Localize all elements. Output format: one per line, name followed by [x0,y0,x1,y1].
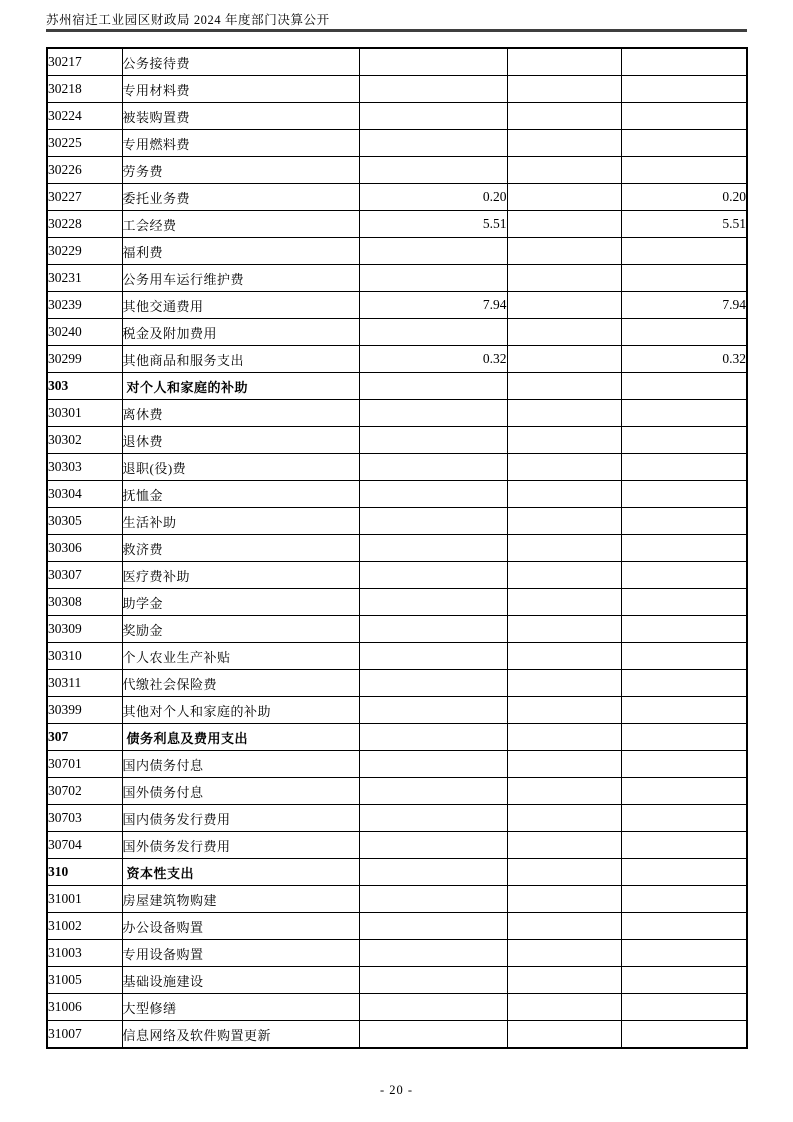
cell-value-3: 0.32 [621,346,747,373]
cell-value-2 [507,940,621,967]
cell-value-3: 0.20 [621,184,747,211]
table-row [47,319,747,346]
table-row [47,562,747,589]
cell-value-2 [507,643,621,670]
cell-label: 基础设施建设 [122,967,359,994]
cell-value-1: 0.32 [359,346,507,373]
cell-value-2 [507,670,621,697]
cell-code: 30227 [47,184,122,211]
cell-code: 30226 [47,157,122,184]
cell-value-2 [507,427,621,454]
cell-value-1 [359,1021,507,1049]
cell-value-1 [359,697,507,724]
cell-code: 31005 [47,967,122,994]
cell-label: 工会经费 [122,211,359,238]
cell-value-3 [621,319,747,346]
table-row [47,535,747,562]
table-row [47,454,747,481]
cell-label: 专用材料费 [122,76,359,103]
cell-value-1 [359,751,507,778]
cell-code: 30224 [47,103,122,130]
cell-value-3 [621,238,747,265]
cell-value-1 [359,724,507,751]
cell-value-3 [621,427,747,454]
cell-value-1 [359,562,507,589]
cell-value-1 [359,886,507,913]
cell-label: 其他商品和服务支出 [122,346,359,373]
table-row [47,913,747,940]
cell-code: 30299 [47,346,122,373]
cell-value-3 [621,994,747,1021]
cell-value-3 [621,265,747,292]
cell-value-2 [507,589,621,616]
page-footer [0,1083,793,1098]
cell-code: 30303 [47,454,122,481]
cell-code: 30228 [47,211,122,238]
cell-value-1 [359,670,507,697]
table-row [47,832,747,859]
cell-value-1 [359,454,507,481]
cell-label: 公务用车运行维护费 [122,265,359,292]
cell-value-2 [507,130,621,157]
table-row [47,400,747,427]
expenditure-classification-table [46,47,748,1049]
cell-label: 助学金 [122,589,359,616]
cell-label: 抚恤金 [122,481,359,508]
cell-value-1 [359,535,507,562]
cell-value-3 [621,535,747,562]
cell-value-3 [621,157,747,184]
cell-code: 30305 [47,508,122,535]
cell-label: 代缴社会保险费 [122,670,359,697]
cell-code: 303 [47,373,122,400]
cell-value-3 [621,778,747,805]
cell-value-2 [507,319,621,346]
table-row [47,292,747,319]
cell-value-3 [621,589,747,616]
cell-label: 个人农业生产补贴 [122,643,359,670]
cell-code: 31002 [47,913,122,940]
cell-code: 30302 [47,427,122,454]
cell-code: 30399 [47,697,122,724]
cell-label: 委托业务费 [122,184,359,211]
cell-code: 30701 [47,751,122,778]
cell-value-2 [507,805,621,832]
cell-value-2 [507,76,621,103]
cell-value-3 [621,481,747,508]
table-row [47,778,747,805]
cell-value-3 [621,913,747,940]
table-row [47,184,747,211]
cell-value-1 [359,265,507,292]
cell-value-1 [359,994,507,1021]
table-row [47,211,747,238]
cell-value-3 [621,48,747,76]
cell-value-1 [359,373,507,400]
cell-label: 医疗费补助 [122,562,359,589]
cell-value-3 [621,643,747,670]
cell-label: 国外债务发行费用 [122,832,359,859]
cell-value-1: 0.20 [359,184,507,211]
cell-value-1 [359,832,507,859]
page-number: - 20 - [379,1083,414,1097]
table-row [47,427,747,454]
cell-label: 生活补助 [122,508,359,535]
cell-label: 房屋建筑物购建 [122,886,359,913]
cell-value-2 [507,292,621,319]
cell-label: 专用设备购置 [122,940,359,967]
cell-value-3 [621,103,747,130]
cell-value-2 [507,697,621,724]
cell-value-2 [507,886,621,913]
cell-value-3 [621,1021,747,1049]
cell-value-2 [507,184,621,211]
table-row [47,238,747,265]
cell-value-2 [507,616,621,643]
table-row [47,805,747,832]
cell-code: 30309 [47,616,122,643]
cell-value-2 [507,103,621,130]
header-title: 苏州宿迁工业园区财政局 2024 年度部门决算公开 [46,13,330,27]
table-row [47,616,747,643]
cell-value-2 [507,373,621,400]
cell-value-2 [507,157,621,184]
cell-label: 其他交通费用 [122,292,359,319]
cell-label: 国外债务付息 [122,778,359,805]
cell-label: 资本性支出 [122,859,359,886]
cell-value-3 [621,130,747,157]
cell-label: 劳务费 [122,157,359,184]
cell-value-1 [359,48,507,76]
cell-value-1: 5.51 [359,211,507,238]
cell-value-2 [507,508,621,535]
cell-label: 专用燃料费 [122,130,359,157]
cell-code: 30231 [47,265,122,292]
cell-value-2 [507,724,621,751]
cell-value-2 [507,562,621,589]
cell-label: 其他对个人和家庭的补助 [122,697,359,724]
cell-value-1 [359,589,507,616]
cell-code: 30306 [47,535,122,562]
table-row [47,346,747,373]
cell-value-1 [359,643,507,670]
table-row [47,103,747,130]
cell-label: 奖励金 [122,616,359,643]
table-row [47,967,747,994]
cell-value-2 [507,481,621,508]
cell-value-1 [359,319,507,346]
cell-value-2 [507,859,621,886]
cell-label: 离休费 [122,400,359,427]
cell-value-2 [507,535,621,562]
cell-code: 30304 [47,481,122,508]
cell-value-3 [621,616,747,643]
cell-label: 国内债务发行费用 [122,805,359,832]
cell-label: 信息网络及软件购置更新 [122,1021,359,1049]
table-row [47,130,747,157]
cell-value-2 [507,238,621,265]
header-rule [46,29,747,32]
document-header [46,10,747,28]
cell-value-3 [621,562,747,589]
cell-value-3 [621,967,747,994]
table-row [47,670,747,697]
cell-value-1 [359,913,507,940]
cell-value-2 [507,346,621,373]
cell-code: 30229 [47,238,122,265]
table-row [47,886,747,913]
cell-value-2 [507,913,621,940]
cell-value-1 [359,481,507,508]
cell-code: 30308 [47,589,122,616]
cell-value-3 [621,832,747,859]
cell-label: 公务接待费 [122,48,359,76]
table-row [47,697,747,724]
table-row [47,373,747,400]
cell-label: 国内债务付息 [122,751,359,778]
cell-value-3 [621,751,747,778]
cell-value-2 [507,751,621,778]
table-row [47,1021,747,1049]
cell-label: 大型修缮 [122,994,359,1021]
table-row [47,724,747,751]
cell-value-3 [621,859,747,886]
cell-value-1 [359,427,507,454]
table-row [47,751,747,778]
cell-code: 30225 [47,130,122,157]
cell-code: 310 [47,859,122,886]
table-row [47,48,747,76]
table-row [47,643,747,670]
cell-value-1 [359,859,507,886]
cell-code: 307 [47,724,122,751]
cell-value-1 [359,157,507,184]
cell-value-3 [621,886,747,913]
cell-code: 30217 [47,48,122,76]
cell-value-2 [507,211,621,238]
cell-value-2 [507,48,621,76]
cell-value-3 [621,670,747,697]
table-row [47,157,747,184]
cell-code: 31006 [47,994,122,1021]
cell-value-2 [507,1021,621,1049]
cell-code: 30703 [47,805,122,832]
cell-value-1 [359,130,507,157]
cell-label: 退职(役)费 [122,454,359,481]
cell-value-1 [359,616,507,643]
cell-label: 救济费 [122,535,359,562]
cell-label: 债务利息及费用支出 [122,724,359,751]
cell-value-3 [621,697,747,724]
cell-value-1 [359,238,507,265]
cell-value-1 [359,400,507,427]
cell-value-3 [621,400,747,427]
cell-label: 被装购置费 [122,103,359,130]
cell-value-2 [507,265,621,292]
cell-value-3: 5.51 [621,211,747,238]
cell-code: 30218 [47,76,122,103]
cell-value-1 [359,967,507,994]
cell-value-1 [359,103,507,130]
table-row [47,940,747,967]
cell-code: 30310 [47,643,122,670]
table-row [47,76,747,103]
cell-label: 税金及附加费用 [122,319,359,346]
cell-label: 对个人和家庭的补助 [122,373,359,400]
cell-value-1 [359,805,507,832]
cell-value-3 [621,508,747,535]
cell-label: 退休费 [122,427,359,454]
table-body [47,48,747,1048]
cell-code: 30240 [47,319,122,346]
cell-value-2 [507,778,621,805]
cell-code: 31003 [47,940,122,967]
cell-code: 30704 [47,832,122,859]
cell-code: 30307 [47,562,122,589]
table-row [47,265,747,292]
cell-code: 30301 [47,400,122,427]
table-row [47,589,747,616]
table-row [47,508,747,535]
table-row [47,481,747,508]
cell-value-2 [507,832,621,859]
cell-value-3 [621,454,747,481]
cell-label: 办公设备购置 [122,913,359,940]
cell-value-1: 7.94 [359,292,507,319]
cell-value-3 [621,940,747,967]
cell-code: 31001 [47,886,122,913]
cell-value-2 [507,994,621,1021]
cell-value-1 [359,778,507,805]
cell-value-3 [621,724,747,751]
cell-value-3 [621,373,747,400]
cell-code: 30702 [47,778,122,805]
cell-value-1 [359,940,507,967]
cell-value-3: 7.94 [621,292,747,319]
cell-value-3 [621,805,747,832]
table-row [47,994,747,1021]
cell-label: 福利费 [122,238,359,265]
cell-value-1 [359,76,507,103]
cell-value-2 [507,967,621,994]
cell-code: 31007 [47,1021,122,1049]
cell-value-2 [507,454,621,481]
cell-code: 30239 [47,292,122,319]
cell-value-3 [621,76,747,103]
table-row [47,859,747,886]
cell-value-1 [359,508,507,535]
cell-value-2 [507,400,621,427]
cell-code: 30311 [47,670,122,697]
